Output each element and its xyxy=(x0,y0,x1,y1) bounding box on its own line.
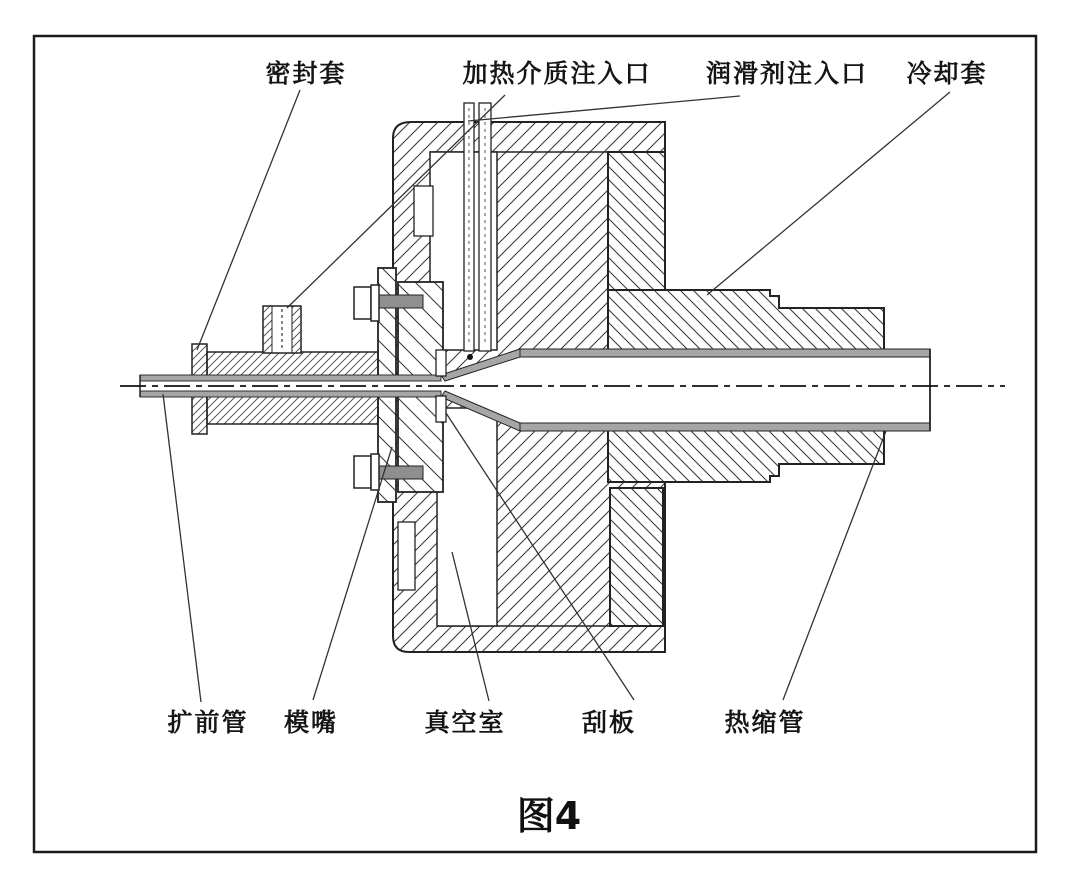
label-lubricant-inlet: 润滑剂注入口 xyxy=(705,59,869,88)
heat-shrink-tube-drawing xyxy=(438,349,930,431)
upper-step-block xyxy=(414,186,433,236)
label-die-nozzle: 模嘴 xyxy=(283,708,339,737)
figure-caption: 图4 xyxy=(516,794,582,838)
label-vacuum-chamber: 真空室 xyxy=(424,708,506,737)
lower-bracket-block xyxy=(398,522,415,590)
label-scraper-plate: 刮板 xyxy=(581,708,637,737)
label-heating-medium-inlet: 加热介质注入口 xyxy=(462,59,652,88)
label-seal-sleeve: 密封套 xyxy=(265,59,347,88)
label-pre-expansion-tube: 扩前管 xyxy=(167,708,249,737)
heating-medium-inlet-port xyxy=(263,306,301,353)
label-heat-shrink-tube: 热缩管 xyxy=(724,708,806,737)
vacuum-chamber-cavity xyxy=(437,408,497,626)
label-cooling-sleeve: 冷却套 xyxy=(906,59,988,88)
